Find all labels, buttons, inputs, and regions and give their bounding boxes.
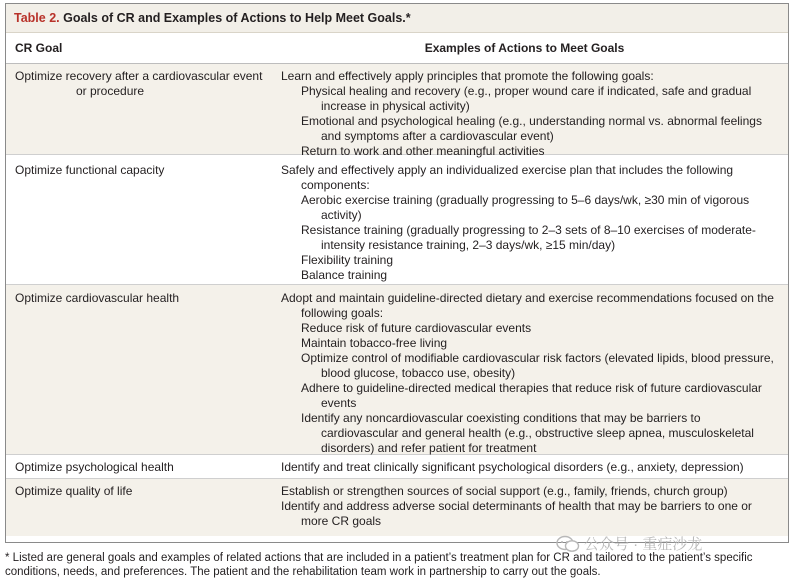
goal-text: Optimize quality of life <box>15 484 133 498</box>
table-row <box>6 454 788 478</box>
table-header <box>6 33 788 64</box>
action-item: Emotional and psychological healing (e.g., understanding normal vs. abnormal feelings and symptoms after a cardiovascular event) <box>301 114 762 143</box>
actions-cell <box>281 291 788 454</box>
table-title: Goals of CR and Examples of Actions to Help Meet Goals.* <box>63 11 411 25</box>
action-item: Optimize control of modifiable cardiovascular risk factors (elevated lipids, blood pressure, blood glucose, tobacco use, obesity) <box>301 351 774 380</box>
table-row <box>6 284 788 454</box>
goal-cell <box>6 291 281 454</box>
action-item: Maintain tobacco-free living <box>301 336 448 350</box>
table-number: Table 2. <box>14 11 60 25</box>
table-footnote: * Listed are general goals and examples of related actions that are included in a patient’s treatment plan for CR and tailored to the patient’s specific conditions, needs, and preferences. The patient and the rehabilitation team work in partnership to carry out the goals. <box>5 552 753 578</box>
goal-text: Optimize psychological health <box>15 460 174 474</box>
actions-cell <box>281 484 788 536</box>
table-row <box>6 154 788 284</box>
action-item: Identify and address adverse social determinants of health that may be barriers to one or more CR goals <box>281 499 752 528</box>
action-intro: Adopt and maintain guideline-directed dietary and exercise recommendations focused on the following goals: <box>281 291 774 320</box>
actions-cell <box>281 69 788 158</box>
actions-cell <box>281 163 788 284</box>
action-item: Balance training <box>301 268 388 282</box>
action-intro: Learn and effectively apply principles that promote the following goals: <box>281 69 654 83</box>
watermark-text: 公众号 · 重症沙龙 <box>584 536 703 553</box>
action-intro: Identify and treat clinically significant psychological disorders (e.g., anxiety, depression) <box>281 460 744 474</box>
table-row <box>6 478 788 536</box>
goal-text: Optimize cardiovascular health <box>15 291 180 305</box>
table-title-bar <box>6 4 788 33</box>
action-item: Return to work and other meaningful activities <box>301 144 545 158</box>
goal-cell <box>6 163 281 284</box>
goal-cell <box>6 69 281 154</box>
action-intro: Establish or strengthen sources of social support (e.g., family, friends, church group) <box>281 484 728 498</box>
goal-cell <box>6 460 281 478</box>
actions-cell <box>281 460 788 478</box>
action-item: Reduce risk of future cardiovascular events <box>301 321 532 335</box>
table-frame <box>5 3 789 543</box>
column-header-actions: Examples of Actions to Meet Goals <box>424 41 625 55</box>
action-item: Flexibility training <box>301 253 394 267</box>
action-item: Aerobic exercise training (gradually progressing to 5–6 days/wk, ≥30 min of vigorous activity) <box>301 193 750 222</box>
table-row <box>6 64 788 158</box>
goal-text: Optimize functional capacity <box>15 163 165 177</box>
action-item: Resistance training (gradually progressing to 2–3 sets of 8–10 exercises of moderate-intensity resistance training, 2–3 days/wk, ≥15 min/day) <box>301 223 756 252</box>
action-item: Adhere to guideline-directed medical therapies that reduce risk of future cardiovascular events <box>301 381 762 410</box>
column-header-goal: CR Goal <box>15 41 63 55</box>
action-intro: Safely and effectively apply an individualized exercise plan that includes the following components: <box>281 163 734 192</box>
goal-text: Optimize recovery after a cardiovascular event <box>15 69 263 83</box>
action-item: Physical healing and recovery (e.g., proper wound care if indicated, safe and gradual increase in physical activity) <box>301 84 752 113</box>
action-item: Identify any noncardiovascular coexisting conditions that may be barriers to cardiovascular and general health (e.g., obstructive sleep apnea, musculoskeletal disorders) and refer patient for treatment <box>301 411 754 455</box>
goal-cell <box>6 484 281 536</box>
goal-text: or procedure <box>76 84 145 98</box>
